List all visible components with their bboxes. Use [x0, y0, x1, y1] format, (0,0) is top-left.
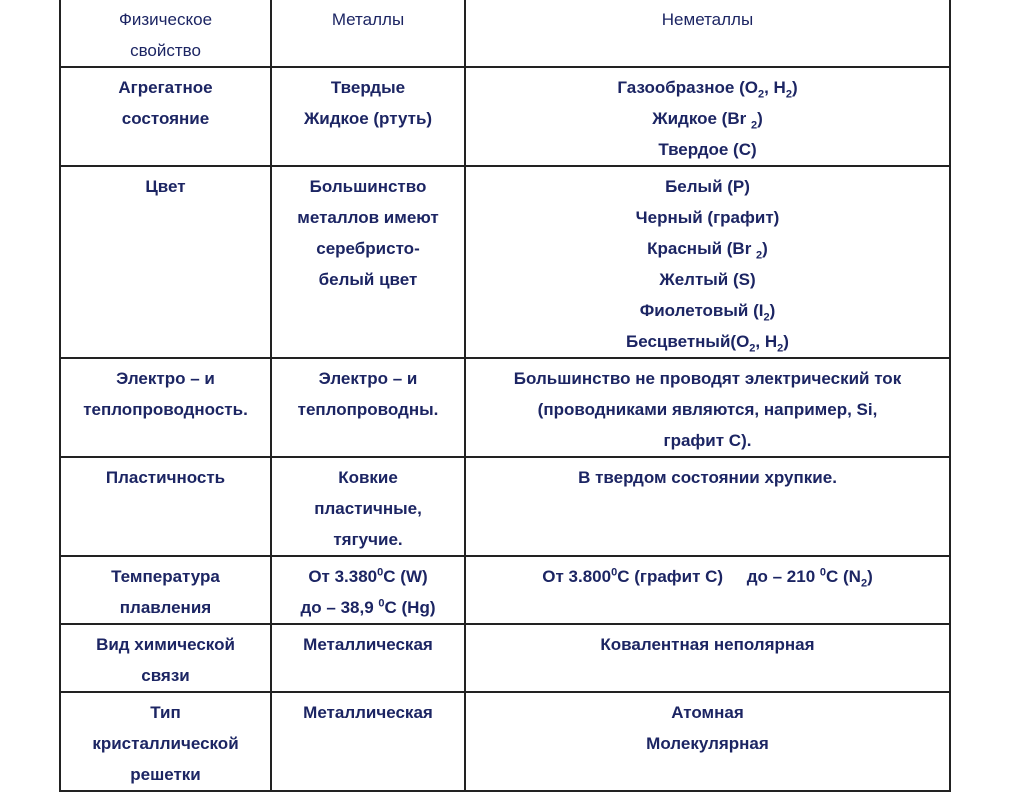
- text-segment: до – 38,9: [300, 598, 379, 617]
- text-segment: пластичные,: [314, 499, 422, 518]
- cell-line: [472, 728, 943, 759]
- cell-line: [278, 592, 458, 623]
- text-segment: Красный (Br: [647, 239, 757, 258]
- text-segment: Электро – и: [116, 369, 215, 388]
- cell-metals: [271, 0, 465, 67]
- cell-line: [472, 326, 943, 357]
- text-segment: Температура: [111, 567, 220, 586]
- cell-line: [67, 697, 264, 728]
- subscript: 2: [749, 342, 756, 355]
- text-segment: состояние: [121, 109, 210, 128]
- cell-line: [278, 493, 458, 524]
- cell-metals: [271, 67, 465, 166]
- text-segment: C (Hg): [384, 598, 436, 617]
- text-segment: ): [762, 239, 768, 258]
- cell-line: [472, 425, 943, 456]
- text-segment: Молекулярная: [646, 734, 769, 753]
- cell-property: [60, 358, 271, 457]
- cell-metals: [271, 692, 465, 791]
- text-segment: тягучие.: [333, 530, 403, 549]
- cell-line: [278, 264, 458, 295]
- cell-line: [67, 4, 264, 35]
- text-segment: (проводниками являются, например, Si,: [537, 400, 878, 419]
- cell-metals: [271, 166, 465, 358]
- text-segment: Металлы: [331, 10, 405, 29]
- cell-line: [472, 363, 943, 394]
- cell-line: [67, 592, 264, 623]
- cell-line: [472, 264, 943, 295]
- text-segment: Вид химической: [96, 635, 235, 654]
- table-row: [60, 556, 950, 624]
- text-segment: ): [757, 109, 763, 128]
- cell-metals: [271, 358, 465, 457]
- text-segment: Электро – и: [318, 369, 418, 388]
- text-segment: решетки: [130, 765, 201, 784]
- cell-nonmetals: [465, 67, 950, 166]
- cell-line: [472, 561, 943, 592]
- subscript: 2: [763, 311, 770, 324]
- superscript: 0: [377, 566, 384, 579]
- cell-line: [472, 171, 943, 202]
- cell-line: [472, 394, 943, 425]
- text-segment: Металлическая: [303, 635, 433, 654]
- cell-property: [60, 556, 271, 624]
- cell-nonmetals: [465, 624, 950, 692]
- text-segment: , H: [764, 78, 786, 97]
- text-segment: C (W): [383, 567, 428, 586]
- cell-nonmetals: [465, 692, 950, 791]
- table-header-row: [60, 0, 950, 67]
- table-row: [60, 358, 950, 457]
- text-segment: кристаллической: [92, 734, 239, 753]
- cell-nonmetals: [465, 556, 950, 624]
- cell-line: [278, 233, 458, 264]
- text-segment: Черный (графит): [635, 208, 780, 227]
- cell-property: [60, 0, 271, 67]
- text-segment: теплопроводны.: [297, 400, 439, 419]
- cell-metals: [271, 457, 465, 556]
- cell-line: [67, 103, 264, 134]
- superscript: 0: [611, 566, 618, 579]
- cell-nonmetals: [465, 358, 950, 457]
- cell-line: [67, 561, 264, 592]
- cell-line: [278, 561, 458, 592]
- text-segment: Цвет: [145, 177, 186, 196]
- text-segment: графит C).: [663, 431, 752, 450]
- superscript: 0: [378, 597, 385, 610]
- cell-line: [67, 462, 264, 493]
- text-segment: В твердом состоянии хрупкие.: [578, 468, 837, 487]
- cell-line: [472, 295, 943, 326]
- text-segment: ): [769, 301, 776, 320]
- cell-nonmetals: [465, 0, 950, 67]
- table-row: [60, 166, 950, 358]
- text-segment: Большинство не проводят электрический ток: [513, 369, 902, 388]
- cell-line: [67, 171, 264, 202]
- cell-line: [278, 171, 458, 202]
- text-segment: Жидкое (Br: [652, 109, 751, 128]
- subscript: 2: [777, 342, 784, 355]
- text-segment: Белый (P): [665, 177, 750, 196]
- text-segment: Твердое (C): [658, 140, 757, 159]
- text-segment: свойство: [130, 41, 201, 60]
- text-segment: Неметаллы: [661, 10, 754, 29]
- table-row: [60, 457, 950, 556]
- text-segment: Бесцветный(O: [626, 332, 750, 351]
- cell-property: [60, 692, 271, 791]
- text-segment: От 3.380: [308, 567, 378, 586]
- text-segment: Ковкие: [338, 468, 398, 487]
- text-segment: Твердые: [330, 78, 406, 97]
- cell-line: [67, 660, 264, 691]
- cell-line: [472, 72, 943, 103]
- cell-line: [472, 103, 943, 134]
- cell-line: [67, 759, 264, 790]
- cell-line: [472, 697, 943, 728]
- cell-line: [278, 524, 458, 555]
- text-segment: ): [867, 567, 873, 586]
- cell-line: [278, 462, 458, 493]
- text-segment: белый цвет: [318, 270, 418, 289]
- cell-metals: [271, 556, 465, 624]
- cell-nonmetals: [465, 457, 950, 556]
- cell-line: [472, 202, 943, 233]
- text-segment: серебристо-: [316, 239, 420, 258]
- subscript: 2: [757, 88, 765, 101]
- cell-line: [67, 728, 264, 759]
- cell-line: [472, 462, 943, 493]
- cell-property: [60, 457, 271, 556]
- cell-property: [60, 67, 271, 166]
- cell-metals: [271, 624, 465, 692]
- cell-line: [67, 35, 264, 66]
- cell-property: [60, 166, 271, 358]
- subscript: 2: [756, 249, 763, 262]
- text-segment: металлов имеют: [297, 208, 439, 227]
- text-segment: Атомная: [671, 703, 744, 722]
- text-segment: Агрегатное: [118, 78, 213, 97]
- cell-line: [278, 363, 458, 394]
- table-row: [60, 67, 950, 166]
- cell-line: [278, 202, 458, 233]
- cell-nonmetals: [465, 166, 950, 358]
- text-segment: ): [791, 78, 798, 97]
- cell-line: [472, 134, 943, 165]
- text-segment: От 3.800: [542, 567, 612, 586]
- text-segment: Ковалентная неполярная: [600, 635, 815, 654]
- text-segment: плавления: [119, 598, 212, 617]
- table-row: [60, 624, 950, 692]
- text-segment: Желтый (S): [659, 270, 756, 289]
- cell-line: [278, 394, 458, 425]
- cell-line: [472, 233, 943, 264]
- text-segment: Физическое: [118, 10, 213, 29]
- text-segment: Газообразное (O: [617, 78, 758, 97]
- cell-line: [278, 629, 458, 660]
- text-segment: Фиолетовый (I: [639, 301, 764, 320]
- cell-property: [60, 624, 271, 692]
- text-segment: C (N: [826, 567, 861, 586]
- text-segment: связи: [141, 666, 190, 685]
- cell-line: [67, 72, 264, 103]
- cell-line: [278, 4, 458, 35]
- cell-line: [278, 72, 458, 103]
- properties-table: [59, 0, 951, 792]
- cell-line: [472, 629, 943, 660]
- subscript: 2: [860, 577, 868, 590]
- cell-line: [472, 4, 943, 35]
- text-segment: Жидкое (ртуть): [303, 109, 433, 128]
- text-segment: Металлическая: [303, 703, 433, 722]
- text-segment: теплопроводность.: [83, 400, 248, 419]
- text-segment: , H: [755, 332, 778, 351]
- cell-line: [278, 697, 458, 728]
- cell-line: [278, 103, 458, 134]
- text-segment: Пластичность: [105, 468, 226, 487]
- table-row: [60, 692, 950, 791]
- superscript: 0: [819, 566, 826, 579]
- text-segment: Большинство: [309, 177, 427, 196]
- text-segment: Тип: [150, 703, 181, 722]
- subscript: 2: [750, 119, 758, 132]
- text-segment: C (графит C) до – 210: [617, 567, 820, 586]
- cell-line: [67, 629, 264, 660]
- cell-line: [67, 394, 264, 425]
- cell-line: [67, 363, 264, 394]
- subscript: 2: [785, 88, 792, 101]
- text-segment: ): [783, 332, 789, 351]
